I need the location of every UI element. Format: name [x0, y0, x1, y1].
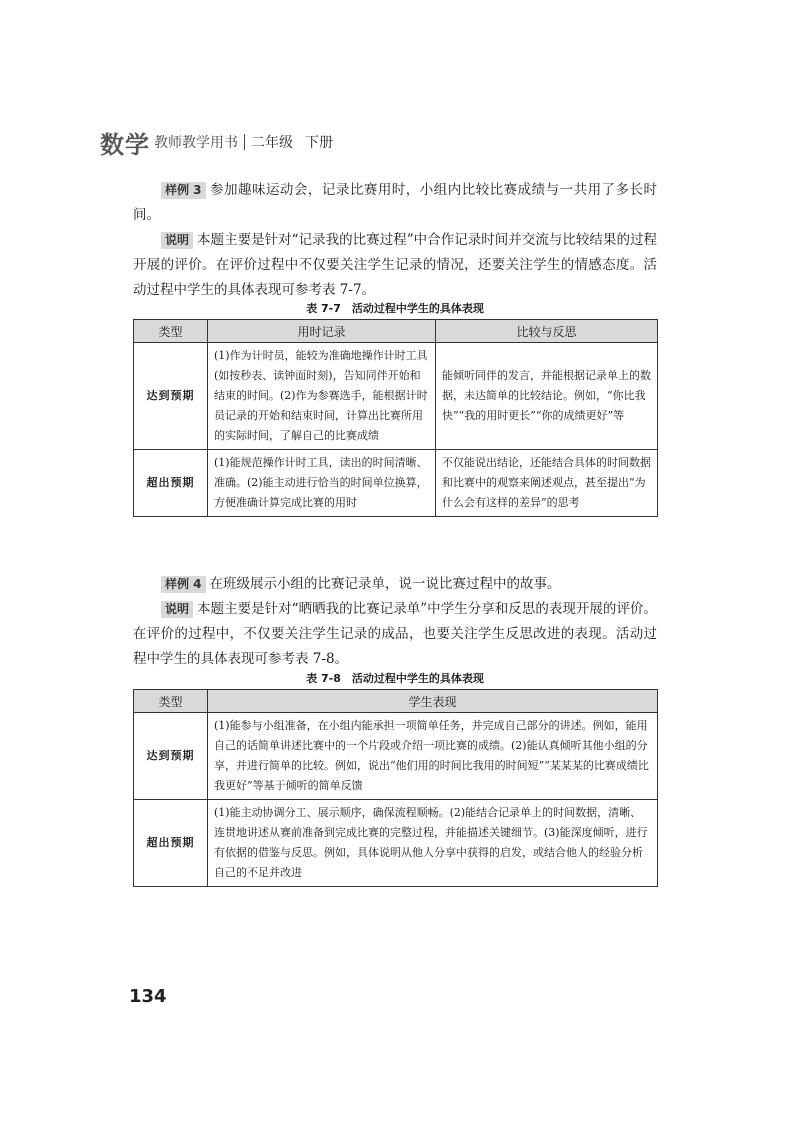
table1-caption: 表 7-7 活动过程中学生的具体表现 — [306, 302, 484, 315]
table2-row1-col1: (1)能参与小组准备，在小组内能承担一项简单任务，并完成自己部分的讲述。例如，能用自己的话简单讲述比赛中的一个片段或介绍一项比赛的成绩。(2)能认真倾听其他小组的分享，并进行简单的比较。例如，说出“他们用的时间比我用的时间短”“某某某的比赛成绩比我更好”等基于倾听的简单反馈 — [208, 713, 658, 800]
example4-paragraph — [133, 572, 657, 597]
example3-block — [133, 178, 657, 228]
table2-caption-wrap — [133, 670, 657, 686]
example3-text: 参加趣味运动会，记录比赛用时，小组内比较比赛成绩与一共用了多长时间。 — [133, 182, 657, 223]
note1-label: 说明 — [161, 232, 193, 249]
volume-label: 下册 — [305, 135, 333, 151]
table2-row2-col1: (1)能主动协调分工、展示顺序，确保流程顺畅。(2)能结合记录单上的时间数据，清晰、连贯地讲述从赛前准备到完成比赛的完整过程，并能描述关键细节。(3)能深度倾听，进行有依据的借鉴与反思。例如，具体说明从他人分享中获得的启发，或结合他人的经验分析自己的不足并改进 — [208, 800, 658, 887]
example3-label: 样例 3 — [161, 182, 206, 199]
header-divider — [244, 134, 245, 150]
subject-title: 数学 — [100, 130, 150, 159]
table2-row1-type: 达到预期 — [134, 713, 208, 800]
table1-wrap — [133, 319, 657, 517]
table1-caption-wrap — [133, 300, 657, 316]
table2-header-row — [134, 690, 658, 713]
table2-caption: 表 7-8 活动过程中学生的具体表现 — [306, 672, 484, 685]
table1-header-row — [134, 320, 658, 343]
page-number: 134 — [129, 986, 167, 1007]
note1-block — [133, 228, 657, 303]
table2-header-col1: 学生表现 — [208, 690, 658, 713]
table2-wrap — [133, 689, 657, 887]
table1-row2-col2: 不仅能说出结论，还能结合具体的时间数据和比赛中的观察来阐述观点，甚至提出“为什么会有这样的差异”的思考 — [436, 450, 658, 517]
table1-header-col1: 用时记录 — [208, 320, 436, 343]
example4-text: 在班级展示小组的比赛记录单，说一说比赛过程中的故事。 — [209, 576, 561, 592]
grade-label: 二年级 — [251, 135, 293, 151]
table-7-8 — [133, 689, 658, 887]
table-row — [134, 800, 658, 887]
note2-block — [133, 597, 657, 672]
table-row — [134, 450, 658, 517]
book-title: 教师教学用书 — [154, 135, 238, 151]
table1-row2-col1: (1)能规范操作计时工具，读出的时间清晰、准确。(2)能主动进行恰当的时间单位换算，方便准确计算完成比赛的用时 — [208, 450, 436, 517]
note2-paragraph — [133, 597, 657, 672]
example4-block — [133, 572, 657, 597]
table-row — [134, 713, 658, 800]
example3-paragraph — [133, 178, 657, 228]
table1-row1-col2: 能倾听同伴的发言，并能根据记录单上的数据，未达简单的比较结论。例如，“你比我快”“我的用时更长”“你的成绩更好”等 — [436, 343, 658, 450]
note2-text: 本题主要是针对“晒晒我的比赛记录单”中学生分享和反思的表现开展的评价。在评价的过程中，不仅要关注学生记录的成品，也要关注学生反思改进的表现。活动过程中学生的具体表现可参考表 7-8。 — [133, 601, 657, 667]
note2-label: 说明 — [161, 601, 193, 618]
table1-row1-type: 达到预期 — [134, 343, 208, 450]
table2-row2-type: 超出预期 — [134, 800, 208, 887]
note1-paragraph — [133, 228, 657, 303]
table-7-7 — [133, 319, 658, 517]
page-header — [100, 122, 333, 162]
table-row — [134, 343, 658, 450]
table2-header-type: 类型 — [134, 690, 208, 713]
example4-label: 样例 4 — [161, 576, 206, 593]
table1-header-col2: 比较与反思 — [436, 320, 658, 343]
note1-text: 本题主要是针对“记录我的比赛过程”中合作记录时间并交流与比较结果的过程开展的评价。在评价过程中不仅要关注学生记录的情况，还要关注学生的情感态度。活动过程中学生的具体表现可参考表 7-7。 — [133, 232, 657, 298]
table1-header-type: 类型 — [134, 320, 208, 343]
table1-row2-type: 超出预期 — [134, 450, 208, 517]
table1-row1-col1: (1)作为计时员，能较为准确地操作计时工具(如按秒表、读钟面时刻)，告知同伴开始和结束的时间。(2)作为参赛选手，能根据计时员记录的开始和结束时间，计算出比赛所用的实际时间，了解自己的比赛成绩 — [208, 343, 436, 450]
